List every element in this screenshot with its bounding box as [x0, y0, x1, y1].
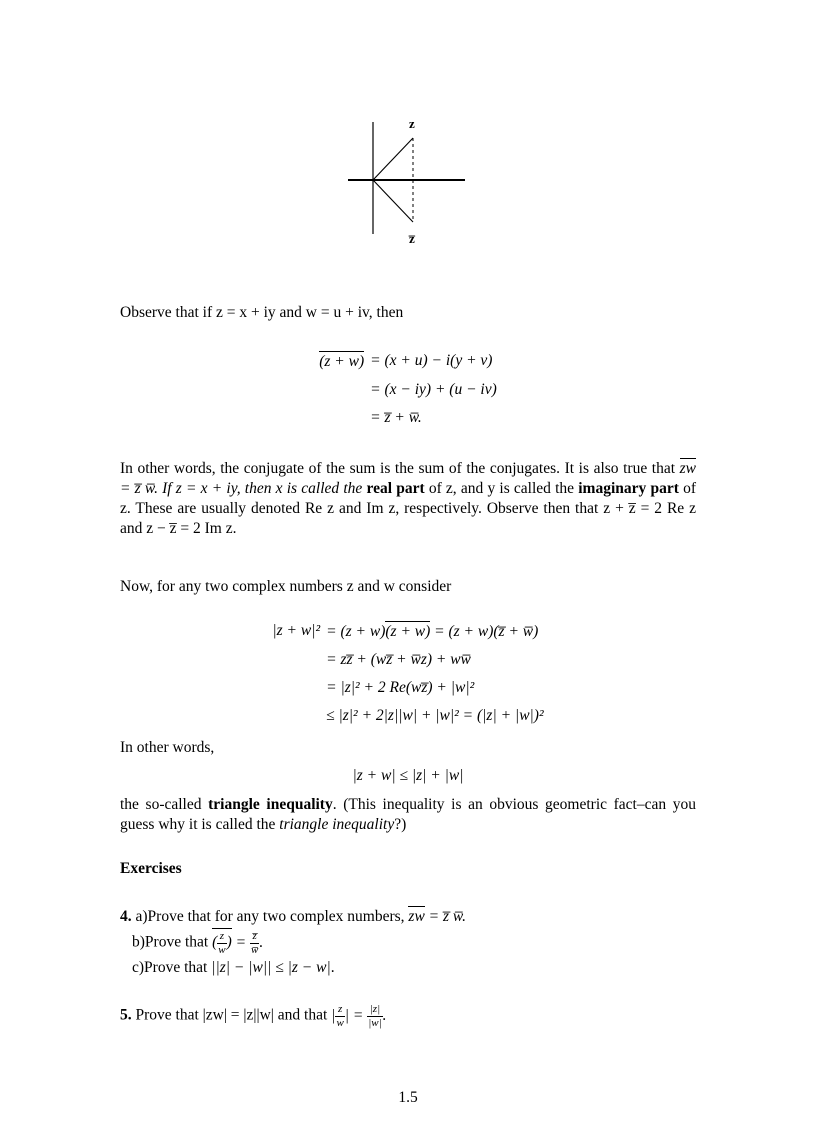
exercise-number: 5.: [120, 1006, 132, 1024]
paren-open: (: [212, 933, 218, 951]
math-segment: =: [231, 933, 250, 951]
text-segment: the so-called: [120, 796, 209, 813]
text-segment: ?): [394, 816, 407, 833]
fraction-z-over-w: [335, 1003, 344, 1029]
overline-z-plus-w: (z + w): [385, 623, 431, 640]
math-inline: ||z| − |w|| ≤ |z − w|: [211, 959, 331, 977]
overline-z-plus-w: (z + w): [319, 353, 365, 370]
zbar-point-label: z̅: [409, 231, 415, 246]
exercise-4b: [120, 928, 696, 956]
equation-line-2: = (x − iy) + (u − iv): [370, 381, 497, 398]
text-segment: Prove that |zw| = |z||w| and that: [131, 1006, 332, 1024]
triangle-inequality-derivation: [120, 621, 696, 726]
conjugate-paragraph: [120, 458, 696, 539]
text-segment: . (This inequality is an obvious geometric fact–can you guess why it is called the: [120, 796, 696, 833]
exercise-4: [120, 905, 696, 979]
overline-zw: zw: [679, 460, 696, 477]
text-segment: a)Prove that for any two complex numbers,: [131, 908, 409, 925]
fraction-denominator: |w|: [368, 1016, 382, 1029]
text-segment: of z, and y is called the: [424, 480, 579, 497]
text-segment: .: [330, 959, 335, 977]
equation-line-4: ≤ |z|² + 2|z||w| + |w|² = (|z| + |w|)²: [326, 707, 544, 724]
z-point-label: z: [409, 116, 415, 131]
fraction-numerator: |z|: [367, 1003, 382, 1017]
figure-canvas: [343, 112, 473, 260]
now-paragraph: Now, for any two complex numbers z and w consider: [120, 578, 452, 595]
fraction-denominator: w̅: [250, 943, 259, 956]
exercise-number: 4.: [120, 908, 132, 925]
italic-triangle-inequality: triangle inequality: [279, 816, 395, 833]
equation-line-1: [326, 621, 543, 642]
paren-close: ): [226, 933, 232, 951]
equation-lhs-spacer: [272, 650, 320, 670]
abs-bar: |: [344, 1006, 350, 1024]
math-segment: .: [259, 933, 264, 951]
triangle-paragraph: [120, 795, 696, 835]
math-segment: =: [349, 1006, 368, 1024]
math-segment: = (z + w): [326, 623, 386, 640]
equation-line-2: = zz̅ + (wz̅ + w̅z) + ww̅: [326, 651, 471, 668]
text-segment: In other words, the conjugate of the sum is the sum of the conjugates. It is also true that: [120, 460, 680, 477]
triangle-inequality-equation: |z + w| ≤ |z| + |w|: [352, 767, 464, 784]
page-number: 1.5: [398, 1088, 418, 1106]
fraction-absz-over-absw: [367, 1003, 382, 1029]
complex-conjugate-figure: [343, 112, 473, 265]
math-inline: [212, 930, 264, 956]
equation-line-3: = z̅ + w̅.: [370, 409, 422, 426]
equation-lhs: [319, 351, 364, 372]
overline-z-over-w: [212, 928, 232, 956]
fraction-numerator: z: [335, 1003, 344, 1017]
math-segment: = z̅ w̅.: [424, 908, 466, 925]
overline-zw: zw: [408, 908, 425, 925]
equation-lhs-spacer: [272, 706, 320, 726]
intro-paragraph: Observe that if z = x + iy and w = u + iv, then: [120, 304, 404, 321]
text-segment: c)Prove that: [132, 959, 212, 977]
exercises-heading: Exercises: [120, 860, 182, 877]
math-inline: [408, 908, 466, 925]
equation-lhs: |z + w|²: [272, 622, 321, 639]
exercise-5-line: [120, 1003, 696, 1029]
fraction-numerator: z̅: [250, 930, 259, 944]
fraction-denominator: w: [336, 1016, 344, 1029]
in-other-words: In other words,: [120, 739, 215, 756]
equation-line-1: = (x + u) − i(y + v): [370, 352, 493, 369]
text-segment: of z. These are usually denoted Re z and Im z, respectively. Observe then that z + z̅ = 2 Re z and z − z̅ = 2 Im z.: [120, 480, 696, 537]
vector-to-zbar: [373, 180, 413, 222]
math-segment: .: [382, 1006, 387, 1024]
equation-lhs-spacer: [272, 678, 320, 698]
equation-lhs-spacer: [319, 408, 364, 428]
bold-triangle-inequality: triangle inequality: [208, 796, 333, 813]
exercise-4a: [120, 905, 696, 928]
bold-real-part: real part: [366, 480, 425, 497]
equation-line-3: = |z|² + 2 Re(wz̅) + |w|²: [326, 679, 475, 696]
fraction-z-over-w: [217, 930, 226, 956]
math-segment: = z̅ w̅. If z = x + iy, then x is called the: [120, 480, 367, 497]
vector-to-z: [373, 138, 413, 180]
math-inline: [331, 1003, 387, 1029]
exercise-4c: [120, 956, 696, 979]
fraction-zbar-over-wbar: [250, 930, 259, 956]
exercise-5: [120, 1003, 696, 1029]
fraction-denominator: w: [218, 943, 226, 956]
fraction-numerator: z: [217, 930, 226, 944]
conjugate-sum-equation: [120, 351, 696, 428]
equation-lhs-spacer: [319, 380, 364, 400]
math-segment: = (z + w)(z̅ + w̅): [430, 623, 539, 640]
text-segment: b)Prove that: [132, 933, 213, 951]
abs-bar: |: [331, 1006, 336, 1024]
bold-imaginary-part: imaginary part: [578, 480, 679, 497]
